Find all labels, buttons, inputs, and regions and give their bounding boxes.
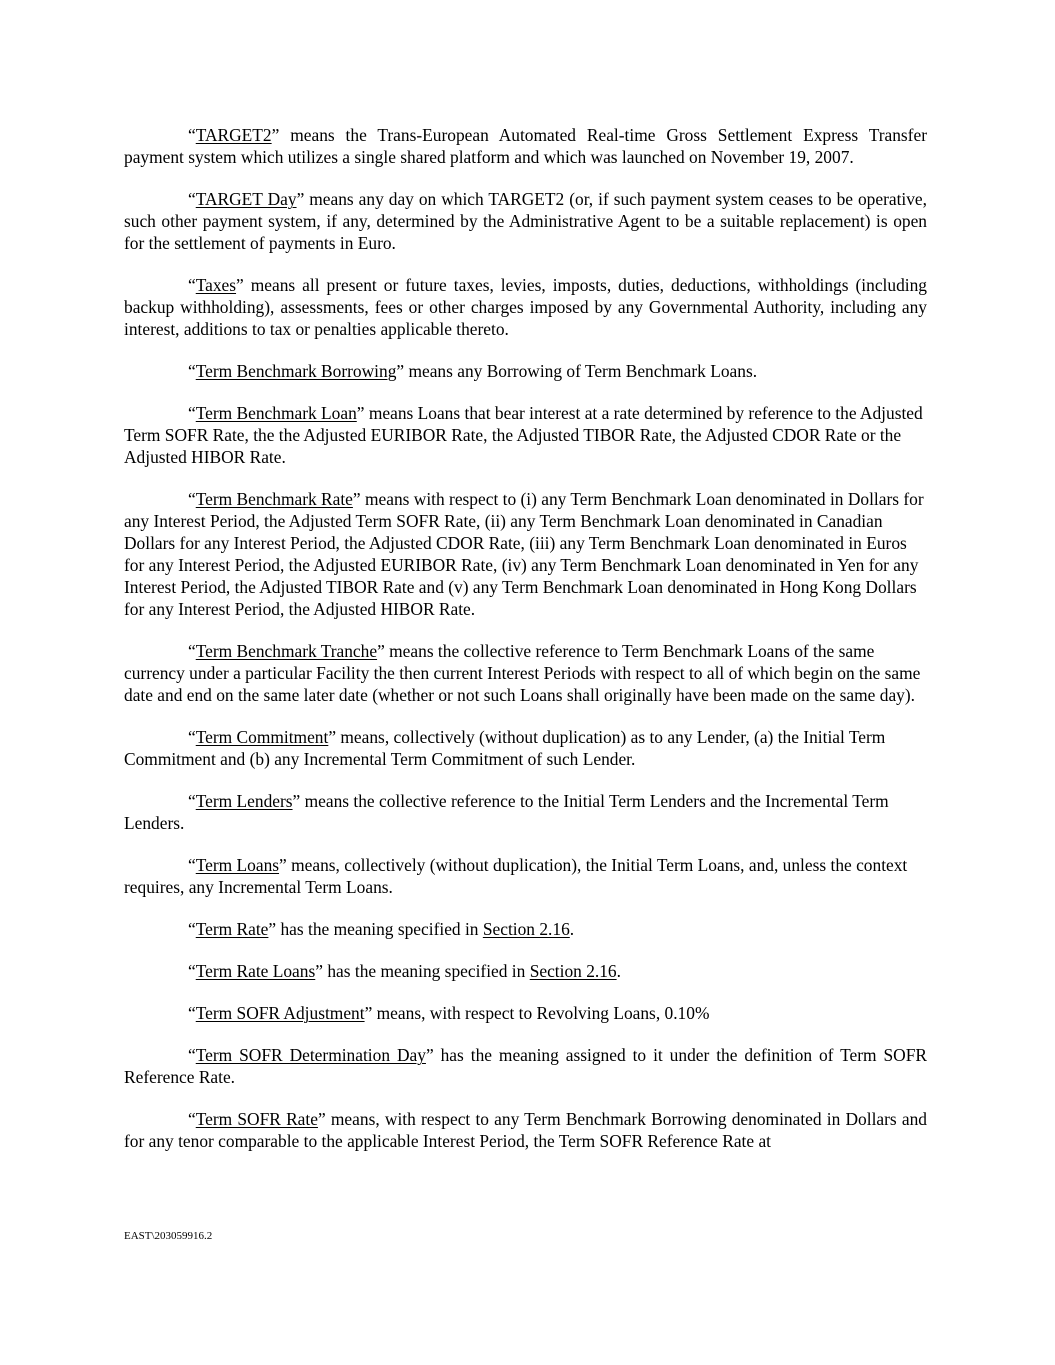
definition-paragraph: “Term Lenders” means the collective reference to the Initial Term Lenders and the Incremental Term Lenders. — [124, 791, 889, 833]
definition-text: means the collective reference to Term Benchmark Loans of the same currency under a particular Facility the then current Interest Periods with respect to all of which begin on the same date and end on the same later date (whether or not such Loans shall originally have been made on the same day). — [124, 641, 921, 705]
definition-paragraph: “TARGET2” means the Trans-European Automated Real-time Gross Settlement Express Transfer payment system which utilizes a single shared platform and which was launched on November 19, 2007. — [124, 125, 927, 167]
definition-text: has the meaning specified in — [322, 961, 530, 981]
defined-term: Term Benchmark Rate — [195, 489, 353, 509]
definitions-section — [124, 124, 927, 1172]
definition-paragraph: “Term Rate” has the meaning specified in Section 2.16. — [188, 919, 575, 939]
defined-term: TARGET Day — [195, 189, 297, 209]
definition-paragraph: “Term SOFR Determination Day” has the meaning assigned to it under the definition of Term SOFR Reference Rate. — [124, 1045, 927, 1087]
definition-text: means, with respect to Revolving Loans, 0.10% — [372, 1003, 710, 1023]
defined-term: Term SOFR Rate — [195, 1109, 318, 1129]
defined-term: Term Commitment — [195, 727, 329, 747]
definition-text: means Loans that bear interest at a rate determined by reference to the Adjusted Term SOFR Rate, the the Adjusted EURIBOR Rate, the Adjusted TIBOR Rate, the Adjusted CDOR Rate or the Adjusted HIBOR Rate. — [124, 403, 923, 467]
definition-paragraph: “Term SOFR Rate” means, with respect to any Term Benchmark Borrowing denominated in Dollars and for any tenor comparable to the applicable Interest Period, the Term SOFR Reference Rate at — [124, 1109, 928, 1151]
definition-paragraph: “Term SOFR Adjustment” means, with respect to Revolving Loans, 0.10% — [188, 1003, 710, 1023]
defined-term: Term Benchmark Tranche — [195, 641, 378, 661]
definition-paragraph: “Term Loans” means, collectively (without duplication), the Initial Term Loans, and, unless the context requires, any Incremental Term Loans. — [124, 855, 908, 897]
definition-text: means the collective reference to the Initial Term Lenders and the Incremental Term Lenders. — [124, 791, 889, 833]
defined-term: Term Loans — [195, 855, 280, 875]
definition-paragraph: “Term Commitment” means, collectively (without duplication) as to any Lender, (a) the Initial Term Commitment and (b) any Incremental Term Commitment of such Lender. — [124, 727, 886, 769]
defined-term: Term Rate Loans — [195, 961, 316, 981]
definition-text: means any Borrowing of Term Benchmark Loans. — [404, 361, 758, 381]
definition-text: means, collectively (without duplication) as to any Lender, (a) the Initial Term Commitment and (b) any Incremental Term Commitment of such Lender. — [124, 727, 886, 769]
defined-term: Term SOFR Determination Day — [195, 1045, 426, 1065]
definition-text: has the meaning specified in — [276, 919, 483, 939]
definition-text: means with respect to (i) any Term Benchmark Loan denominated in Dollars for any Interest Period, the Adjusted Term SOFR Rate, (ii) any Term Benchmark Loan denominated in Canadian Dollars for any Interest Period, the Adjusted CDOR Rate, (iii) any Term Benchmark Loan denominated in Euros for any Interest Period, the Adjusted EURIBOR Rate, (iv) any Term Benchmark Loan denominated in Yen for any Interest Period, the Adjusted TIBOR Rate and (v) any Term Benchmark Loan denominated in Hong Kong Dollars for any Interest Period, the Adjusted HIBOR Rate. — [124, 489, 924, 619]
definition-paragraph: “Term Rate Loans” has the meaning specified in Section 2.16. — [188, 961, 621, 981]
definition-paragraph: “Term Benchmark Borrowing” means any Borrowing of Term Benchmark Loans. — [188, 361, 758, 381]
section-reference-link[interactable]: Section 2.16 — [482, 919, 570, 939]
defined-term: Term Benchmark Loan — [195, 403, 357, 423]
definition-text: means, collectively (without duplication), the Initial Term Loans, and, unless the context requires, any Incremental Term Loans. — [124, 855, 908, 897]
definition-paragraph: “Term Benchmark Loan” means Loans that bear interest at a rate determined by reference to the Adjusted Term SOFR Rate, the the Adjusted EURIBOR Rate, the Adjusted TIBOR Rate, the Adjusted CDOR Rate or the Adjusted HIBOR Rate. — [124, 403, 923, 467]
defined-term: Term Lenders — [195, 791, 293, 811]
defined-term: Term Rate — [195, 919, 269, 939]
defined-term: Term Benchmark Borrowing — [195, 361, 397, 381]
definition-text: means all present or future taxes, levies, imposts, duties, deductions, withholdings (including backup withholding), assessments, fees or other charges imposed by any Governmental Authority, including any interest, additions to tax or penalties applicable thereto. — [124, 275, 927, 339]
definition-text: means the Trans-European Automated Real-time Gross Settlement Express Transfer payment system which utilizes a single shared platform and which was launched on November 19, 2007. — [124, 125, 927, 167]
section-reference-link[interactable]: Section 2.16 — [529, 961, 617, 981]
definition-paragraph: “Taxes” means all present or future taxes, levies, imposts, duties, deductions, withholdings (including backup withholding), assessments, fees or other charges imposed by any Governmental Authority, including any interest, additions to tax or penalties applicable thereto. — [124, 275, 927, 339]
definition-paragraph: “TARGET Day” means any day on which TARGET2 (or, if such payment system ceases to be operative, such other payment system, if any, determined by the Administrative Agent to be a suitable replacement) is open for the settlement of payments in Euro. — [124, 189, 927, 253]
definition-text: has the meaning assigned to it under the definition of Term SOFR Reference Rate. — [124, 1045, 927, 1087]
definition-text: means any day on which TARGET2 (or, if such payment system ceases to be operative, such other payment system, if any, determined by the Administrative Agent to be a suitable replacement) is open for the settlement of payments in Euro. — [124, 189, 927, 253]
document-id-footer: EAST\203059916.2 — [124, 1230, 213, 1242]
defined-term: TARGET2 — [195, 125, 272, 145]
defined-term: Taxes — [195, 275, 237, 295]
definition-paragraph: “Term Benchmark Tranche” means the collective reference to Term Benchmark Loans of the same currency under a particular Facility the then current Interest Periods with respect to all of which begin on the same date and end on the same later date (whether or not such Loans shall originally have been made on the same day). — [124, 641, 921, 705]
defined-term: Term SOFR Adjustment — [195, 1003, 365, 1023]
definition-text: means, with respect to any Term Benchmark Borrowing denominated in Dollars and for any tenor comparable to the applicable Interest Period, the Term SOFR Reference Rate at — [124, 1109, 928, 1151]
definition-paragraph: “Term Benchmark Rate” means with respect to (i) any Term Benchmark Loan denominated in Dollars for any Interest Period, the Adjusted Term SOFR Rate, (ii) any Term Benchmark Loan denominated in Canadian Dollars for any Interest Period, the Adjusted CDOR Rate, (iii) any Term Benchmark Loan denominated in Euros for any Interest Period, the Adjusted EURIBOR Rate, (iv) any Term Benchmark Loan denominated in Yen for any Interest Period, the Adjusted TIBOR Rate and (v) any Term Benchmark Loan denominated in Hong Kong Dollars for any Interest Period, the Adjusted HIBOR Rate. — [124, 489, 924, 619]
